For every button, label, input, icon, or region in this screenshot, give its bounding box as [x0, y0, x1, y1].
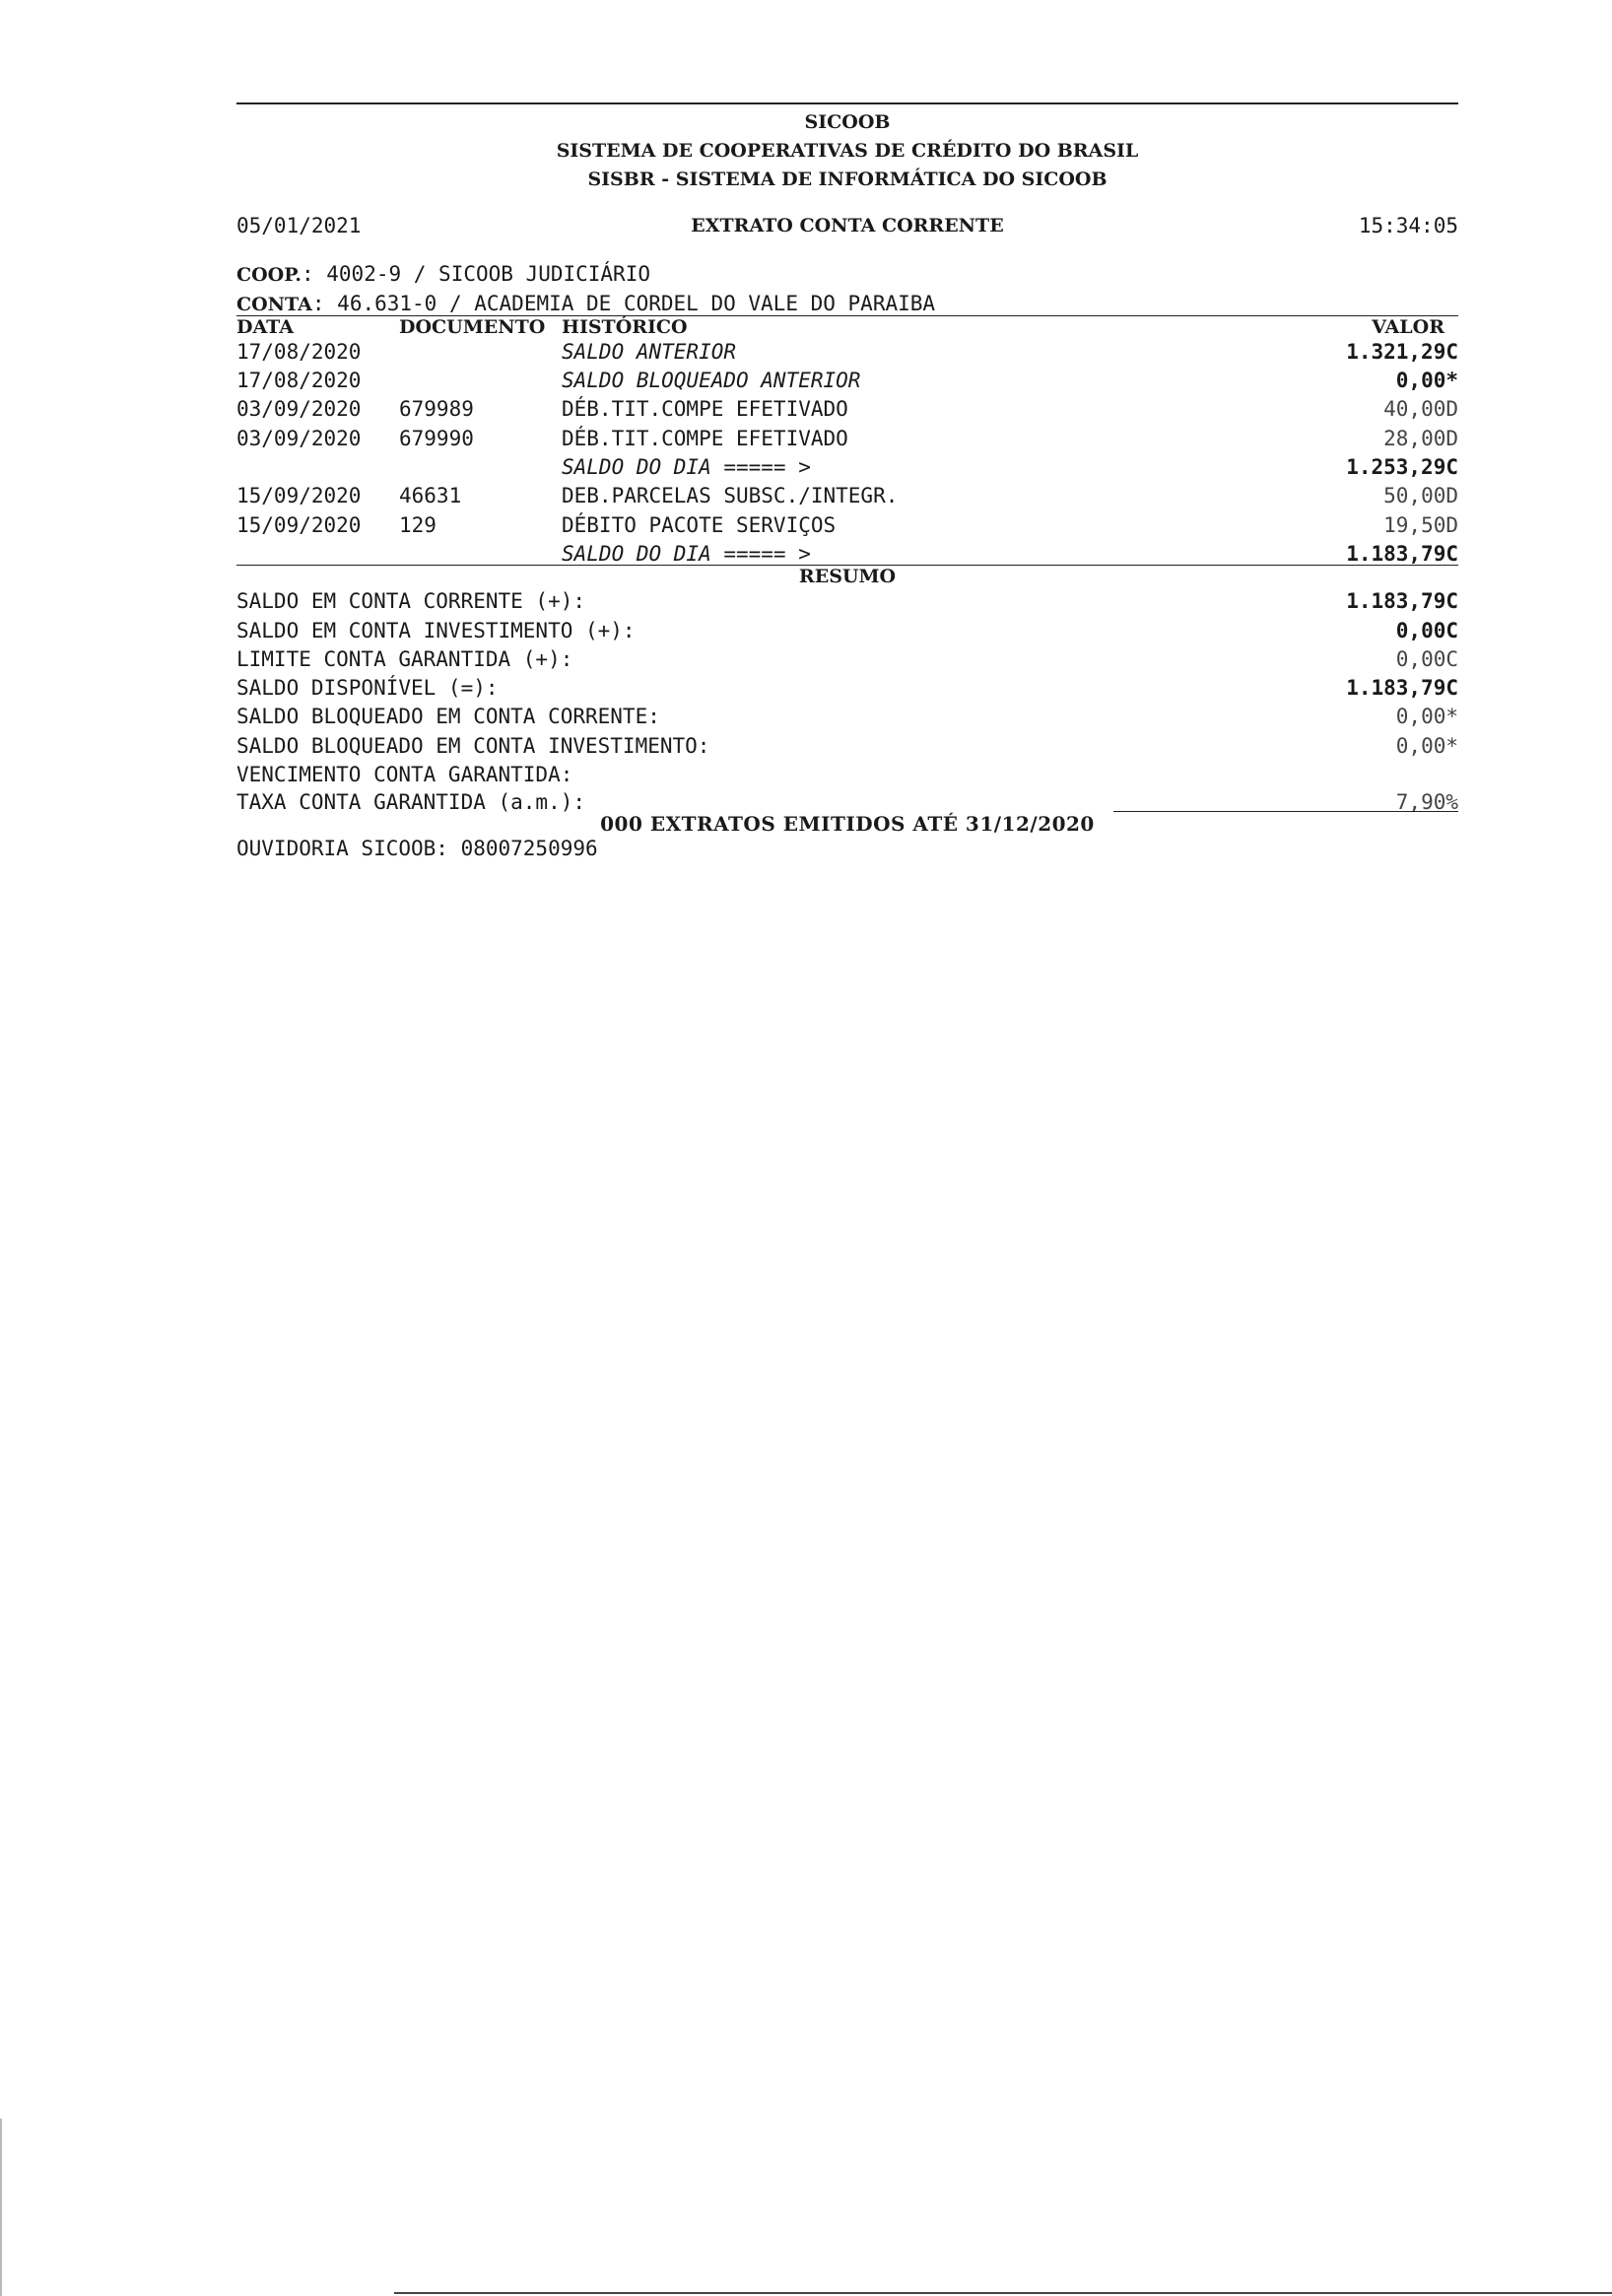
resumo-list	[236, 587, 1458, 813]
resumo-label: SALDO EM CONTA INVESTIMENTO (+):	[236, 618, 636, 642]
table-row	[236, 482, 1458, 510]
list-item	[236, 703, 1458, 731]
resumo-label: VENCIMENTO CONTA GARANTIDA:	[236, 763, 573, 787]
resumo-label: SALDO DISPONÍVEL (=):	[236, 676, 499, 701]
column-header-row	[236, 316, 1458, 338]
row-date: 03/09/2020	[236, 426, 362, 450]
table-row	[236, 540, 1458, 569]
column-document: DOCUMENTO	[399, 315, 546, 338]
list-item	[236, 674, 1458, 703]
row-valor: 1.321,29C	[1346, 339, 1458, 364]
ouvidoria-text: OUVIDORIA SICOOB: 08007250996	[236, 837, 598, 861]
row-historico: SALDO ANTERIOR	[562, 339, 737, 364]
table-row	[236, 367, 1458, 395]
scan-margin-mark	[0, 2119, 2, 2296]
resumo-value: 0,00C	[1395, 646, 1458, 671]
ouvidoria-row	[236, 835, 1458, 863]
coop-row	[236, 260, 1458, 289]
row-historico: DEB.PARCELAS SUBSC./INTEGR.	[562, 484, 899, 508]
column-historico: HISTÓRICO	[562, 315, 688, 338]
table-row	[236, 511, 1458, 540]
header-line-3: SISBR - SISTEMA DE INFORMÁTICA DO SICOOB	[587, 169, 1108, 190]
row-historico: SALDO BLOQUEADO ANTERIOR	[562, 369, 861, 393]
conta-row	[236, 290, 1458, 318]
row-document: 679989	[399, 397, 474, 422]
resumo-value: 1.183,79C	[1346, 676, 1458, 701]
table-row	[236, 425, 1458, 453]
resumo-label: TAXA CONTA GARANTIDA (a.m.):	[236, 790, 586, 815]
row-valor: 0,00*	[1395, 369, 1458, 393]
header-block	[236, 112, 1458, 190]
row-document: 679990	[399, 426, 474, 450]
header-line-1: SICOOB	[804, 111, 891, 133]
row-date: 15/09/2020	[236, 512, 362, 537]
row-date: 17/08/2020	[236, 369, 362, 393]
row-valor: 28,00D	[1383, 426, 1458, 450]
table-row	[236, 395, 1458, 424]
extratos-right-line	[1113, 811, 1458, 812]
statement-title: EXTRATO CONTA CORRENTE	[691, 215, 1004, 236]
list-item	[236, 645, 1458, 674]
list-item	[236, 587, 1458, 616]
extratos-text: 000 EXTRATOS EMITIDOS ATÉ 31/12/2020	[600, 812, 1095, 837]
list-item	[236, 617, 1458, 645]
resumo-title: RESUMO	[798, 566, 897, 588]
meta-row	[236, 212, 1458, 240]
statement-time: 15:34:05	[1358, 214, 1458, 237]
row-historico: DÉBITO PACOTE SERVIÇOS	[562, 512, 837, 537]
list-item	[236, 761, 1458, 789]
row-date: 17/08/2020	[236, 339, 362, 364]
resumo-value: 0,00*	[1395, 705, 1458, 729]
row-date: 03/09/2020	[236, 397, 362, 422]
row-valor: 19,50D	[1383, 512, 1458, 537]
resumo-value: 0,00*	[1395, 733, 1458, 758]
resumo-value: 7,90%	[1395, 790, 1458, 815]
header-line-2: SISTEMA DE COOPERATIVAS DE CRÉDITO DO BRASIL	[556, 140, 1139, 162]
page-bottom-edge	[394, 2292, 1612, 2294]
row-date: 15/09/2020	[236, 484, 362, 508]
resumo-label: SALDO EM CONTA CORRENTE (+):	[236, 589, 586, 614]
row-document: 129	[399, 512, 437, 537]
column-valor: VALOR	[1372, 315, 1444, 338]
conta-value: : 46.631-0 / ACADEMIA DE CORDEL DO VALE DO PARAIBA	[311, 291, 936, 315]
table-row	[236, 338, 1458, 367]
statement-sheet	[236, 102, 1458, 864]
row-valor: 50,00D	[1383, 484, 1458, 508]
row-historico: DÉB.TIT.COMPE EFETIVADO	[562, 397, 848, 422]
coop-label: COOP.	[236, 264, 302, 287]
resumo-value: 1.183,79C	[1346, 589, 1458, 614]
row-valor: 1.183,79C	[1346, 541, 1458, 566]
row-valor: 1.253,29C	[1346, 455, 1458, 480]
resumo-label: SALDO BLOQUEADO EM CONTA CORRENTE:	[236, 705, 660, 729]
list-item	[236, 789, 1458, 813]
conta-label: CONTA	[236, 293, 312, 315]
coop-value: : 4002-9 / SICOOB JUDICIÁRIO	[301, 262, 650, 287]
list-item	[236, 732, 1458, 761]
table-row	[236, 453, 1458, 482]
row-historico: DÉB.TIT.COMPE EFETIVADO	[562, 426, 848, 450]
row-valor: 40,00D	[1383, 397, 1458, 422]
column-date: DATA	[236, 315, 295, 338]
transactions-list	[236, 338, 1458, 569]
resumo-label: SALDO BLOQUEADO EM CONTA INVESTIMENTO:	[236, 733, 710, 758]
resumo-label: LIMITE CONTA GARANTIDA (+):	[236, 646, 573, 671]
top-rule	[236, 102, 1458, 104]
row-document: 46631	[399, 484, 462, 508]
row-historico: SALDO DO DIA ===== >	[562, 541, 811, 566]
resumo-value: 0,00C	[1395, 618, 1458, 642]
statement-date: 05/01/2021	[236, 214, 362, 237]
row-historico: SALDO DO DIA ===== >	[562, 455, 811, 480]
